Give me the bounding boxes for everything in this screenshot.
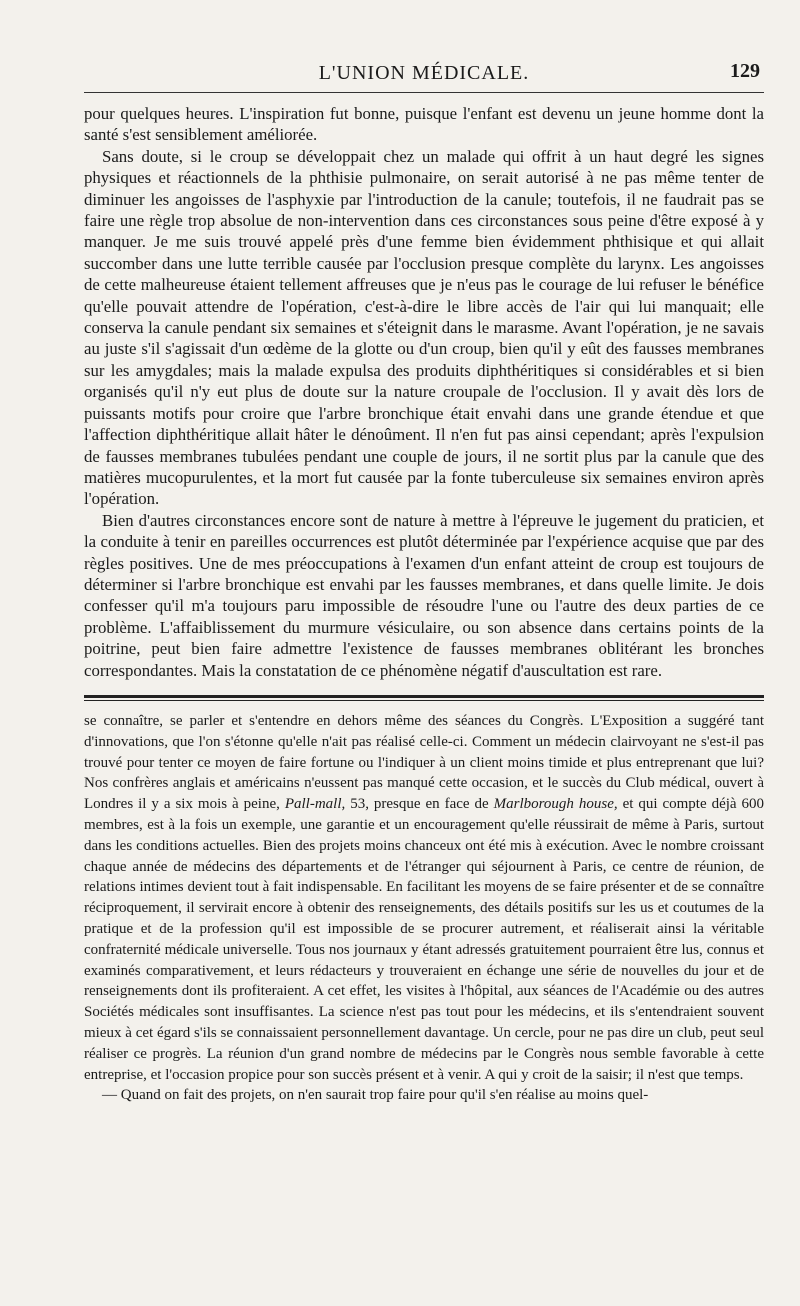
paragraph: Bien d'autres circonstances encore sont de nature à mettre à l'épreuve le jugement du praticien, et la conduite à tenir en pareilles occurrences est plutôt déterminée par l'expérience acquise que par des règles positives. Une de mes préoccupations à l'examen d'un enfant atteint de croup est toujours de déterminer si l'arbre bronchique est envahi par les fausses membranes, et dans quelle limite. Je dois confesser qu'il m'a toujours paru impossible de résoudre l'une ou l'autre des deux parties de ce problème. L'affaiblissement du murmure vésiculaire, ou son absence dans certains points de la poitrine, peut bien faire admettre l'existence de fausses membranes oblitérant les bronches correspondantes. Mais la constatation de ce phénomène négatif d'auscultation est rare. [84,510,764,680]
paragraph: pour quelques heures. L'inspiration fut bonne, puisque l'enfant est devenu un jeune homme dont la santé s'est sensiblement améliorée. [84,104,764,145]
feuilleton-paragraph [84,711,764,1085]
main-article [84,103,764,681]
feuilleton-separator [84,695,764,701]
feuilleton [84,711,764,1106]
journal-title: L'UNION MÉDICALE. [318,62,530,84]
italic-run: Pall-mall, [284,796,346,813]
paragraph: Sans doute, si le croup se développait chez un malade qui offrit à un haut degré les signes physiques et réactionnels de la phthisie pulmonaire, on serait autorisé à ne pas même tenter de diminuer les angoisses de l'asphyxie par l'introduction de la canule; toutefois, il ne faudrait pas se faire une règle trop absolue de non-intervention dans ces circonstances sous peine d'être exposé à y manquer. Je me suis trouvé appelé près d'une femme bien évidemment phthisique et qui allait succomber dans une lutte terrible causée par l'occlusion presque complète du larynx. Les angoisses de cette malheureuse étaient tellement affreuses que je n'eus pas le courage de lui refuser le bénéfice qu'elle pouvait attendre de l'opération, c'est-à-dire le libre accès de l'air qui lui manquait; elle conserva la canule pendant six semaines et s'éteignit dans le marasme. Avant l'opération, je ne savais au juste s'il s'agissait d'un œdème de la glotte ou d'un croup, bien qu'il y eût des fausses membranes sur les amygdales; mais la malade expulsa des produits diphthéritiques si considérables et si bien organisés qu'il n'y eut plus de doute sur la nature croupale de l'occlusion. Il y avait dès lors de puissants motifs pour croire que l'arbre bronchique était envahi dans une grande étendue et que l'affection diphthéritique allait hâter le dénoûment. Il n'en fut pas ainsi cependant; après l'expulsion de fausses membranes tubulées pendant une couple de jours, il ne sortit plus par la canule que des matières mucopurulentes, et la mort fut causée par la fonte tuberculeuse six semaines environ après l'opération. [84,146,764,509]
page-number: 129 [730,60,760,82]
page-header [84,52,764,93]
text-run: et qui compte déjà 600 membres, est à la fois un exemple, une garantie et un encouragement qu'elle réussirait de même à Paris, surtout dans les conditions actuelles. Bien des projets moins chanceux ont été mis à exécution. Avec le nombre croissant chaque année de médecins des départements et de l'étranger qui séjournent à Paris, ce centre de réunion, de relations intimes devient tout à fait indispensable. En facilitant les moyens de se faire présenter et de se connaître réciproquement, il servirait encore à obtenir des renseignements, des détails positifs sur les us et coutumes de la pratique et de la profession qu'il est impossible de se procurer autrement, et réaliserait ainsi la véritable confraternité médicale universelle. Tous nos journaux y étant adressés gratuitement pourraient être lus, connus et examinés comparativement, et leurs rédacteurs y trouveraient en échange une série de nouvelles du jour et de renseignements dont ils profiteraient. A cet effet, les visites à l'hôpital, aux séances de l'Académie ou des autres Sociétés médicales sont insuffisantes. La science n'est pas tout pour les médecins, et ils s'entendraient souvent mieux à cet égard s'ils se connaissaient personnellement davantage. Un cercle, pour ne pas dire un club, peut seul réaliser ce progrès. La réunion d'un grand nombre de médecins par le Congrès nous semble favorable à cette entreprise, et l'occasion propice pour son succès présent et à venir. A qui y croit de la saisir; il n'est que temps. [84,796,765,1083]
text-run: se connaître, se parler et s'entendre en dehors même des séances du Congrès. L'Exposition a suggéré tant d'innovations, que l'on s'étonne qu'elle n'ait pas réalisé celle-ci. Comment un médecin clairvoyant ne s'est-il pas trouvé pour tenter ce moyen de faire fortune ou l'indiquer à un client moins timide et plus entreprenant que lui? Nos confrères anglais et américains n'eussent pas manqué cette occasion, et le succès du Club médical, ouvert à Londres il y a six mois à peine, [84,712,764,813]
italic-run: Marlborough house, [493,796,618,813]
text-run: 53, presque en face de [345,796,494,813]
feuilleton-paragraph: — Quand on fait des projets, on n'en saurait trop faire pour qu'il s'en réalise au moins quel- [102,1087,649,1104]
